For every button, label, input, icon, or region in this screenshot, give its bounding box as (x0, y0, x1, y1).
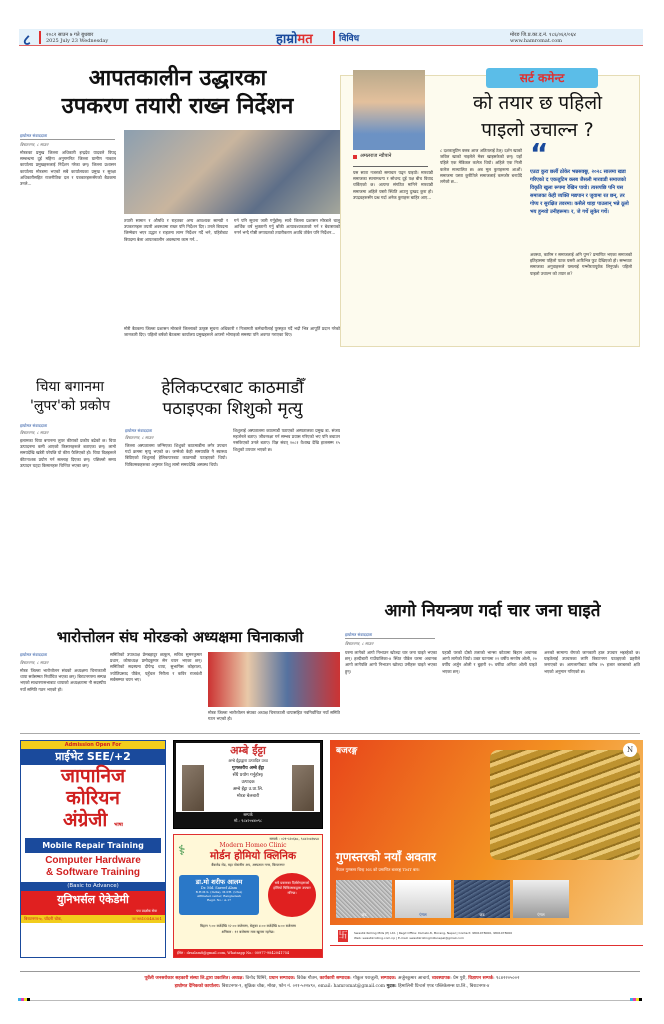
printer-label: मुद्रक: (386, 984, 397, 989)
tea-byline: हाम्रोमत संवाददाता (20, 423, 48, 428)
date-block (46, 32, 108, 44)
tea-headline (20, 378, 120, 416)
tea-headline-line1: चिया बगानमा (36, 379, 104, 395)
clinic-circle-badge: सबै प्रकारका दिर्घरोगहरूको होमियो चिकित्सकद्वारा उपचार गरिन्छ। (268, 873, 316, 917)
author-marker (353, 155, 357, 159)
weightlift-photo (208, 652, 340, 707)
swastik-logo-icon: 卐 (338, 931, 348, 941)
rescue-body-col2: तयारी सामान र औषधि र राहतका अन्य आवश्यक सामग्री र उपकरणहरू तयारी अवस्थामा राख्न पनि निर्देशन दिए। उनले बिपदमा जिम्मेवार भएर उद्धार र राहतमा लाग्न निर्देशन गर्दै भने, पहिरोबाट बिपदमा बेला आपतकालीन अवस्थामा काम गर्न... (124, 218, 228, 242)
comment-headline-line1: को तयार छ पहिलो (472, 92, 603, 114)
weightlift-byline: हाम्रोमत संवाददाता (20, 652, 48, 657)
section-divider (333, 31, 335, 44)
steel-web[interactable]: Web: swastikrolling.com.np | E-mail: swastikrollingmillsnepal@gmail.com (354, 936, 464, 940)
steel-ad[interactable] (330, 740, 643, 962)
fire-body-col3: अरुको सामान्य रोगको जानकारी हाल उपचार भइरहेको छ। घाइतेलाई उपचारका लागि बिराटनगर पठाइएको प्रहरीले जनाएको छ। आगलागीबाट करिब २५ हजार बराबरको क्षति भएको अनुमान गरिएको छ। (544, 650, 640, 674)
clinic-hours-2: शनिबार : ११ बजेसम्म मात्र खुल्ला रहनेछ। (221, 930, 275, 934)
office-label: हाम्रोमत दैनिकको कार्यालय: (174, 984, 221, 989)
rescue-headline-line1: आपतकालीन उद्धारका (88, 66, 267, 91)
fire-byline-rule (345, 638, 435, 639)
doctor-box (179, 875, 259, 915)
tea-place: बिराटनगर, ८ साउन (20, 430, 49, 435)
academy-name-box (21, 891, 165, 915)
academy-address: बिराटनगर-७, चाँदनी चोक, (24, 916, 63, 921)
academy-mobile: Mobile Repair Training (25, 838, 161, 853)
rescue-body-col4: मोरी बैठकमा जिल्ला प्रशासन मोरङले जिल्लाको उत्कृष्ट सूचना अधिकारी र निजामती कर्मचारीलाई पुरस्कृत गर्दै भदौ भित्र आपूर्ति प्रदान गरेको जानकारी दिए। पहिलो बर्षको बैठकमा कार्यालय प्रमुखहरूले आफ्नो भोगाइको समस्या पनि अवगत गराएका थिए। (124, 326, 340, 338)
caduceus-icon: ⚕ (178, 843, 186, 859)
heli-place: बिराटनगर, ८ साउन (125, 435, 154, 440)
brick-ad[interactable] (173, 740, 323, 829)
brick-ad-inner (176, 743, 320, 826)
academy-name: युनिभर्सल ऐकेडेमी (57, 893, 129, 906)
weightlift-headline: भारोत्तोलन संघ मोरङको अध्यक्षमा चिनाकाजी (56, 628, 304, 646)
product-label: छड (361, 912, 367, 917)
steel-company-info (354, 931, 512, 941)
website[interactable]: www.hamromat.com (510, 38, 563, 44)
date-english: 2025 July 23 Wednesday (46, 38, 109, 44)
chairman: विनोद घिमिरे, (245, 976, 268, 981)
fire-body-col2: पहाडी परको दोस्रो तलाको भान्सा कोठामा बिहान अचानक आगो लागेको थियो। उक्त घटनामा २२ वर्षीय सन्तोष ओली, २० वर्षीय अर्जुन ओली र बुहारी १५ वर्षीया अनिता ओली घाइते भएका छन्। (442, 650, 537, 674)
brick-producer-label: उत्पादक (241, 780, 255, 785)
label-editor: सम्पादक: (380, 976, 397, 981)
rescue-body-col1: मोरङका प्रमुख जिल्ला अधिकारी इन्द्रदेव यादवले विपद् सम्बन्धमा दुई महिना अनुगमनित जिल्ला ग्रामीण नाकाल कार्यालय प्रमुखहरूलाई निर्देशन गरेका छन्। जिल्ला प्रशासन कार्यालय मोरङमा भएको सबै कार्यालयका प्रमुख र सुरक्षा अधिकारीसहित राजनीतिक दल र पत्रकारहरूसँगको बैठकमा उनले... (20, 150, 116, 187)
clinic-email[interactable]: ईमेल : drsalam8@gmail.com, Whatsapp No.: 00977-9842041754 (174, 949, 322, 957)
pull-quote: एउटा कुरा छर्ली ठोकेर भन्नसक्छु, २०२८ सालमा खडा गरिएको द एकजुटिम क्लब जैसली मारवाडी समाजको विकृति खुला रूपमा रेखिन पायो। त्यसपछि पनि यस समाजका केही व्यक्ति मद्यपान र जुवामा रत छन्, तर गोप्य र सुरक्षित तवरमा। कसैले थाहा पाउलान् भन्ने ठूलो भय हुन्थ्यो उनीहरूमा। र, जे गर्थे लुकेर गर्थे। (530, 169, 629, 215)
clinic-hours-1: बिहान ९:०० बजेदेखि १२:०० बजेसम्म, बेलुका ४:०० बजेदेखि ७:०० बजेसम्म (200, 924, 296, 928)
doctor-name-en: Dr. Md. Sareef Alam (200, 886, 238, 890)
lang-english: अंग्रेजी (63, 809, 108, 831)
product-label: छड (479, 912, 485, 917)
ns-quality-mark-icon: N (623, 743, 637, 757)
academy-phone-row (132, 915, 162, 923)
comment-body-col1: यस साता नजरको समाचार पढ्न पाइयो। मारवाडी समाजका स्वनामधन्य र सोधन्द दुई पक्ष बीच विवाद चर्किएको छ। अत्यन्त संगठित मानिने मारवाडी समाजमा अहिले यस्तो स्थिति आउनु दुःखद कुरा हो। उपद्रवहरूसँग प्रश्न गर्दा अनेक कुराहरू बाहिर आए... (353, 170, 433, 200)
clinic-name-np: मोर्डन होमियो क्लिनिक (209, 850, 297, 862)
brick-tag: अम्बे ईंट्टाद्वारा उत्पादित उच्च (228, 758, 268, 763)
registration-number: मोरङ जि.प्र.का.द.नं. १८६/०६२/०६४ (510, 32, 576, 38)
weightlift-place: बिराटनगर, ८ साउन (20, 660, 49, 665)
product-rebar (336, 880, 392, 918)
label-chief-editor: प्रधान सम्पादक: (269, 976, 296, 981)
author-photo (353, 70, 425, 150)
ad-divider (20, 733, 640, 734)
clinic-contact: सम्पर्क : ०२१-५२०६७८, ९८४२०४१७५४ (269, 837, 319, 841)
registration-rule (20, 1000, 640, 1001)
header-divider (39, 31, 41, 44)
doctor-affil: Affiliated center, Bangladesh (197, 894, 241, 898)
product-channel (454, 880, 510, 918)
office-address: बिराटनगर-९, शुक्रिक चोक, मोरङ, फोन नं. ०२१-५२२४९०, email: hamromat@gmail.com (221, 984, 386, 989)
academy-ad[interactable] (20, 740, 166, 958)
academy-admission: Admission Open For (21, 741, 165, 749)
chief-editor: विवेक गौतम, (296, 976, 319, 981)
clinic-address: बैंकरोड रोड, महा पोस्टरीम अप, अस्पताल नगर, बिराटनगर (211, 863, 285, 867)
weightlift-body-col1: मोरङ जिल्ला भारोत्तोलन संघको अध्यक्षमा चिनाकाजी थापा सर्वसम्मत निर्वाचित भएका छन्। बिराटनगरमा सम्पन्न भएको साधारणसभाबाट थापाको अध्यक्षतामा नौ सदस्यीय नयाँ समिति गठन भएको हो। (20, 668, 106, 692)
academy-line1: प्राईभेट SEE/+2 (21, 749, 165, 765)
academy-computer-2: & Software Training (46, 867, 140, 878)
brand-part-a: हाम्रो (276, 32, 298, 47)
doctor-degree: B.H.M.S. (India), M.P.H. (USA) (195, 890, 243, 894)
label-ad-contact: विज्ञापन सम्पर्क (468, 976, 494, 981)
manager: : प्रेम पुरी, (450, 976, 467, 981)
academy-phone[interactable]: 9810548301 (136, 916, 162, 921)
weightlift-caption: मोरङ जिल्ला भारोत्तोलन संघका अध्यक्ष चिनाकाजी थापासहित नवनिर्वाचित नयाँ समिति गठन भएको हो। (208, 710, 340, 722)
steel-company: Swastik Rolling Mills (P) Ltd. | Regd Office: Duhabi-8, Morang, Nepal | Contact: 9801078000, 9801078000 (354, 931, 513, 935)
tea-headline-line2: 'लुपर'को प्रकोप (30, 398, 110, 414)
heli-headline-line2: पठाइएका शिशुको मृत्यु (162, 399, 303, 419)
label-chairman: अध्यक्ष: (231, 976, 245, 981)
brick-location: मोरङ बेलबारी (236, 794, 260, 799)
heli-headline (125, 378, 340, 420)
academy-sub: पथ प्रदर्शक सेवा (136, 909, 157, 913)
doctor-name-np: डा.मो शरीफ आलम (195, 878, 243, 886)
author-rule (353, 166, 428, 167)
brick-use: सँधै प्रयोग गर्नुहोस्। (232, 773, 264, 778)
rescue-place: बिराटनगर, ८ साउन (20, 142, 49, 147)
heli-byline: हाम्रोमत संवाददाता (125, 428, 153, 433)
steel-sub: नेपाल गुणस्तर चिन्ह NS को प्रमाणित बजरङ्ग TMT बार। (336, 867, 420, 872)
doctor-regd: Regd. No.: A-17 (206, 898, 232, 902)
lang-korean: कोरियन (66, 787, 120, 809)
lang-japanese: जापानिज (60, 765, 126, 787)
lang-english-row (21, 809, 165, 836)
academy-computer (21, 855, 165, 879)
rescue-headline (20, 65, 335, 121)
heli-body-col2: शिशुलाई अस्पतालमा काठमाडौं पठाएको अस्पतालका प्रमुख डा. संजय महर्जनले बताए। जीवनरक्षा गर्न सम्भव प्रयास गरिएको भए पनि बचाउन नसकिएको उनले बताए। विज्ञ संवत् २०८१ वैशाख देखि हालसम्म १५ शिशुको उपचार भएको छ। (233, 428, 340, 452)
product-angle (395, 880, 451, 918)
brick-contact-label: सम्पर्क (243, 812, 253, 817)
academy-contact (21, 915, 165, 923)
rescue-headline-line2: उपकरण तयारी राख्न निर्देशन (61, 94, 294, 119)
rescue-body-col3: गर्न पनि सूचना जारी गर्नुहोस्। साथै जिल्ला प्रशासन मोरङले चालु आर्थिक वर्ष भुक्तानी गर्नु बाँकी अत्यावश्यकताको गर्न र बेवास्ताको नगर्न भन्दै गोष्ठी लगायतको तयारीकरण अवधि तोकेर पनि निर्देशन... (234, 218, 340, 236)
date-nepali: २०८२ साउन ७ गते बुधबार (46, 32, 94, 38)
heli-body-col1: जिल्ला अस्पतालमा जन्मिएका शिशुको काठमाडौंमा लगेर उपचार गर्दा क्रममा मृत्यु भएको छ। जन्मेको केही समयपछि नै स्वास्थ्य बिग्रिएको शिशुलाई हेलिकप्टरबाट काठमाडौं पठाइएको थियो। चिकित्सकहरूका अनुसार शिशु लामो समयदेखि अस्वस्थ थियो। (125, 443, 227, 467)
clinic-ad[interactable] (173, 834, 323, 958)
short-comment-badge: सर्ट कमेन्ट (486, 68, 598, 88)
label-exec-editor: कार्यकारी सम्पादक (319, 976, 351, 981)
brand-part-b: मत (297, 32, 313, 47)
brick-logo: अम्बे ईंट्टा (230, 744, 266, 757)
editor: अर्जुनकुमार आचार्य, (397, 976, 431, 981)
page-number: ८ (23, 31, 31, 49)
fire-body-col1: घरमा लागेको आगो निभाउन खोज्दा चार जना घाइते भएका छन्। हल्दीबारी गाउँपालिका-४ स्थित पौडेल घरमा अचानक आगो लागेपछि आगो निभाउन खोज्दा उनीहरू घाइते भएका हुन्। (345, 650, 437, 674)
byline-rule (20, 139, 115, 140)
registration-block (510, 32, 576, 44)
clinic-name-en: Modern Homeo Clinic (219, 842, 287, 849)
brick-phone[interactable]: मो.: ९८४२०४४०९८ (233, 818, 263, 823)
comment-body-col3: अवस्था, कारिम र समाजलाई अनि पुग्न? प्रमाणित भएका समाजको इतिहासमा पहिलो पटक यसरी आफैंभित्र फुट देखिएको हो। सम्भवतः समाजका अगुवाहरूले यसलाई गम्भीरतापूर्वक लिनुपर्छ। पहिलो पाइलो उचाल्न को तयार छ? (530, 252, 632, 276)
academy-level: (Basic to Advance) (21, 882, 165, 891)
footer-rule (20, 971, 640, 972)
steel-brand: बजरङ्ग (336, 746, 358, 756)
quote-icon: “ (530, 137, 549, 170)
clinic-hours (178, 923, 318, 935)
comment-headline-line2: पाइलो उचाल्न ? (481, 119, 594, 141)
steel-headline: गुणस्तरको नयाँ अवतार (336, 850, 436, 864)
section-label: विविध (339, 34, 360, 44)
comment-headline (440, 90, 635, 144)
rescue-byline: हाम्रोमत संवाददाता (20, 133, 48, 138)
brand-logo (276, 29, 313, 47)
product-label: एंगल (419, 912, 427, 917)
phone-icon: ☏ (131, 916, 137, 921)
steel-ad-rule (330, 945, 643, 946)
fire-byline: हाम्रोमत संवाददाता (345, 632, 373, 637)
brick-text (206, 765, 290, 800)
meeting-photo (124, 130, 340, 214)
product-flat (513, 880, 569, 918)
label-manager: व्यवस्थापक (431, 976, 451, 981)
exec-editor: : गोकुल पराजुली, (350, 976, 380, 981)
color-registration-marks-left (18, 998, 30, 1001)
footer-line1 (20, 975, 644, 982)
heli-headline-line1: हेलिकप्टरबाट काठमाडौँ (161, 378, 304, 398)
steel-products (336, 880, 569, 918)
ad-contact: : ९८४२२०५००२ (493, 976, 520, 981)
brick-image-left (182, 765, 204, 811)
brick-quality: गुणस्तरीय अम्बे ईंट्टा (232, 766, 264, 771)
lang-suffix: भाषा (113, 822, 123, 828)
brick-image-right (292, 765, 314, 811)
tea-body: इलामका चिया बगानमा लुपर कीराको प्रकोप बढेको छ। चिया उत्पादनमा कमी आएको किसानहरूले बताएका छन्। लामो समयदेखि खडेरी परेपछि यो कीरा फैलिएको हो। चिया विज्ञहरूले कीटनाशक प्रयोग गर्न सल्लाह दिएका छन्। पछिल्लो समय उत्पादन घट्दा किसानहरू चिन्तित भएका छन्। (20, 438, 116, 468)
author-name: अमलराज न्यौपाने (360, 153, 392, 159)
academy-computer-1: Computer Hardware (45, 855, 141, 866)
brick-producer: अम्बे ईंट्टा उ.प्रा.लि. (232, 787, 264, 792)
footer-publisher: पूर्वेली जनसरोकार सहकारी संस्था लि.द्वारा प्रकाशित। (144, 976, 230, 981)
printer: हिमालिनी प्रिन्टर्स एण्ड पब्लिकेसन्स प्रा.लि., बिराटनगर-४ (398, 984, 490, 989)
footer-line2 (20, 983, 644, 990)
color-registration-marks-right (630, 998, 642, 1001)
comment-body-col2: ८ दशकजुटिम क्लब आज अतितलाई ठेल्। दर्शन खाको जविल खाको नाइलेले मेबर खाइसकेको छन्। यहाँ पहिले एक मेडिकल कलेज थियो। अहिले एक निजी कलेज सञ्चालित छ। अब मूल कुराहरूमा आऔं। समाजमा यस्ता कुरीतिले समाजलाई कमजोर बनाउँदै लगेको छ... (440, 148, 522, 185)
fire-headline: आगो नियन्त्रण गर्दा चार जना घाइते (384, 601, 601, 621)
steel-bars-image (490, 750, 640, 860)
fire-place: बिराटनगर, ८ साउन (345, 641, 374, 646)
academy-languages (21, 765, 165, 836)
product-label: एंगल (537, 912, 545, 917)
brick-contact (176, 812, 320, 826)
weightlift-body-col2: समितिको उपाध्यक्ष प्रेमबहादुर छत्कुम, सचिव सुमनकुमार प्रधान, कोषाध्यक्ष प्रमोदकुमार सेन चयन भएका छन्। समितिको सदस्यमा दीपेन्द्र थापा, सुभाषिस कोइराला, ज्योतिप्रसाद पौडेल, पहुँचल निरौला र कविर राजवंशी सर्वसम्मत चयन भए। (110, 652, 202, 682)
